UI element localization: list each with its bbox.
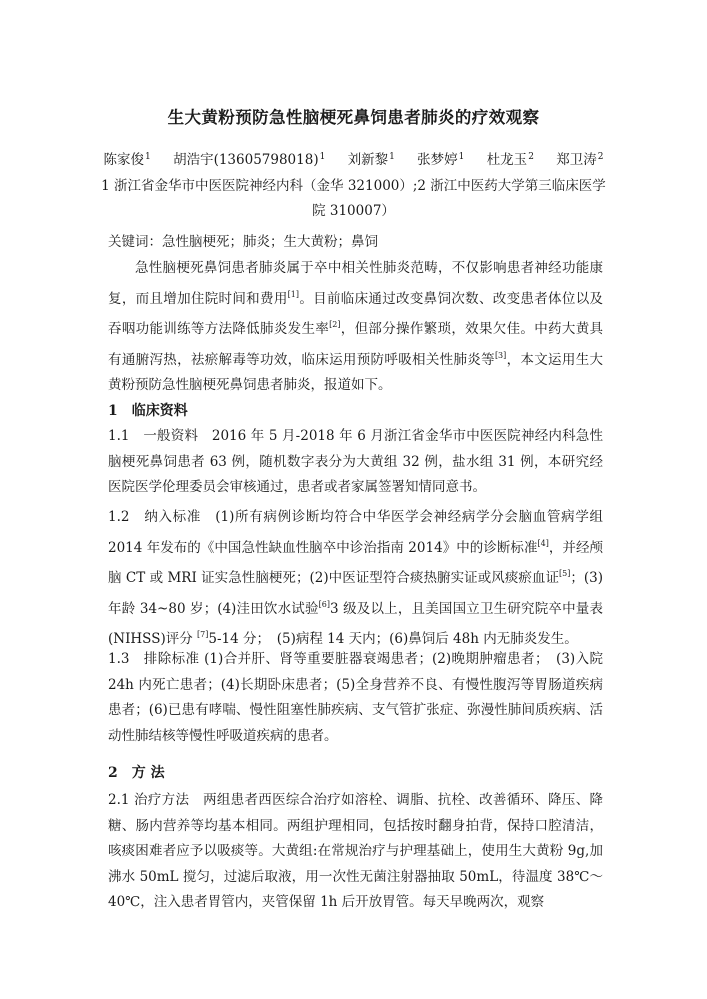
citation: [3] — [494, 350, 507, 360]
author-list — [0, 148, 707, 168]
section-1-3: 1.3 排除标准 (1)合并肝、肾等重要脏器衰竭患者；(2)晚期肿瘤患者； (3)入院 24h 内死亡患者；(4)长期卧床患者；(5)全身营养不良、有慢性腹泻等胃肠道疾病患者；(6)已患有哮喘、慢性阻塞性肺疾病、支气管扩张症、弥漫性肺间质疾病、活动性肺结核等慢性呼吸道疾病的患者。 — [108, 651, 603, 744]
section-2-1: 2.1 治疗方法 两组患者西医综合治疗如溶栓、调脂、抗栓、改善循环、降压、降糖、肠内营养等均基本相同。两组护理相同，包括按时翻身拍背，保持口腔清洁，咳痰困难者应予以吸痰等。大黄组:在常规治疗与护理基础上，使用生大黄粉 9g,加沸水 50mL 搅匀，过滤后取液，用一次性无菌注射器抽取 50mL，待温度 38℃～40℃，注入患者胃管内，夹管保留 1h 后开放胃管。每天早晚两次，观察 — [108, 792, 604, 910]
author: 张梦婷$^1$ — [417, 152, 465, 168]
citation: [1] — [287, 289, 299, 299]
affiliation: 1 浙江省金华市中医医院神经内科（金华 321000）;2 浙江中医药大学第三临床医学院 310007） — [101, 178, 606, 219]
author: 胡浩宇$(13605798018)^1$ — [173, 152, 326, 168]
author: 刘新黎$^1$ — [347, 152, 395, 168]
citation: [5] — [559, 569, 571, 578]
section-1-1: 1.1 一般资料 2016 年 5 月-2018 年 6 月浙江省金华市中医医院神经内科急性脑梗死鼻饲患者 63 例，随机数字表分为大黄组 32 例，盐水组 31 例，本研究经医院医学伦理委员会审核通过，患者或者家属签署知情同意书。 — [108, 428, 603, 495]
author: 杜龙玉$^2$ — [486, 152, 534, 168]
section-heading: 2 方 法 — [108, 765, 165, 781]
subsection-label: 1.2 纳入标准 — [108, 509, 216, 525]
citation: [4] — [537, 538, 549, 548]
section-heading: 1 临床资料 — [108, 403, 188, 419]
citation: [2] — [329, 320, 341, 329]
citation: [6] — [318, 599, 330, 609]
section-1-2: 1.2 纳入标准 (1)所有病例诊断均符合中华医学会神经病学分会脑血管病学组 2014 年发布的《中国急性缺血性脑卒中诊治指南 2014》中的诊断标准[4]，并经颅脑 CT 或 MRI 证实急性脑梗死；(2)中医证型符合痰热腑实证或风痰瘀血证[5]；(3)年龄 34~80 岁；(4)洼田饮水试验[6]3 级及以上，且美国国立卫生研究院卒中量表(NIHSS)评分 [7]5-14 分； (5)病程 14 天内；(6)鼻饲后 48h 内无肺炎发生。 — [108, 509, 604, 647]
subsection-label: 2.1 治疗方法 — [108, 792, 204, 808]
author: 郑卫涛$^2$ — [556, 152, 604, 168]
subsection-label: 1.3 排除标准 — [108, 651, 205, 667]
keywords: 关键词：急性脑梗死；肺炎；生大黄粉；鼻饲 — [108, 234, 378, 250]
author: 陈家俊$^1$ — [103, 152, 151, 168]
subsection-label: 1.1 一般资料 — [108, 428, 212, 444]
citation: [7] — [197, 630, 209, 639]
intro-paragraph: 急性脑梗死鼻饲患者肺炎属于卒中相关性肺炎范畴，不仅影响患者神经功能康复，而且增加住院时间和费用[1]。目前临床通过改变鼻饲次数、改变患者体位以及吞咽功能训练等方法降低肺炎发生率[2]，但部分操作繁琐，效果欠佳。中药大黄具有通腑泻热，祛瘀解毒等功效，临床运用预防呼吸相关性肺炎等[3]，本文运用生大黄粉预防急性脑梗死鼻饲患者肺炎，报道如下。 — [108, 260, 604, 393]
paper-title: 生大黄粉预防急性脑梗死鼻饲患者肺炎的疗效观察 — [167, 108, 540, 127]
